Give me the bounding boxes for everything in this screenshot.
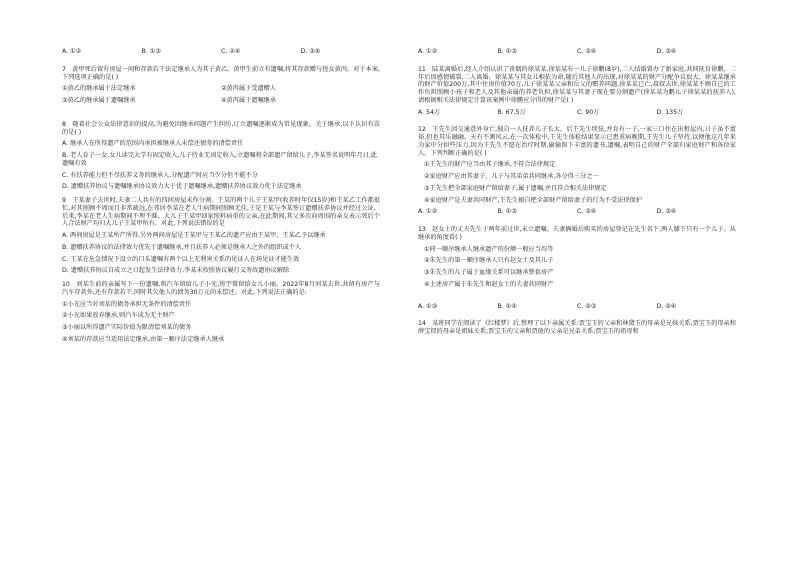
question-stem: 13 赵女士的丈夫先生于两年前过世,未立遗嘱。夫妻俩婚后购买的房屋登记在先生名下,两人膝下只有一个儿子。从继承的角度看( ) xyxy=(418,226,736,241)
statement: ③朱先生的儿子属于血缘关系可以继承整套房产 xyxy=(424,269,554,276)
statement: ④刘某的存款应当适用法定继承,由第一顺序法定继承人继承 xyxy=(62,335,225,343)
option-d: D. ②④ xyxy=(656,302,677,310)
option-d: D. ③④ xyxy=(656,208,677,216)
right-top-options xyxy=(418,48,736,56)
question-stem: 9 王某妻子去世时,夫妻二人共有的四间房屋未作分割。王某的两个儿子王某甲(收养时年仅15岁)和王某乙工作都很忙,对其照顾不周而且非常疏远,在邻居李某在老人生病期间照顾无佳,于是王某与李某签订遗赠扶养协议并经过公证。后来,李某在老人生病期间不理不睬。大儿子王某甲回家照料病重的父亲,在此期间,其父多次向周围的亲友表示死后个人合法财产均归大儿子王某甲所有。对此,下列说法错误的是 xyxy=(62,197,380,228)
option-b: B. ①③ xyxy=(497,208,517,216)
statement: ②黄丙属于受遗赠人 xyxy=(221,85,277,93)
option-b: B. ①④ xyxy=(497,302,517,310)
statement: ①小光应当对刘某的债务承担无条件的清偿责任 xyxy=(62,300,192,308)
statement: ④上述房产属于朱先生和赵女士的夫妻共同财产 xyxy=(424,280,554,288)
right-column xyxy=(418,48,736,342)
choice: A. 继承人在所得遗产的范围内承担被继承人未偿还债务的清偿责任 xyxy=(62,140,244,148)
question-stem: 10 刘某生前的亲属写下一份遗嘱,将汽车留给儿子小光,将宇置留给女儿小丽。2022年8月刘某去世,共留有房产与汽车存款外,还有存款若干,同时其欠他人的债务30万元尚未偿还。对此,下列说法正确的是: xyxy=(62,281,380,296)
question-13 xyxy=(418,226,736,310)
option-a: A. ①② xyxy=(418,48,438,55)
statement: ③王先生把全部家庭财产留给妻子,属于遗嘱,并且符合相关法律规定 xyxy=(424,184,607,192)
question-12 xyxy=(418,126,736,216)
option-a: A. ①② xyxy=(62,48,82,55)
option-b: B. ①③ xyxy=(141,48,161,55)
question-8 xyxy=(62,121,380,191)
choice: D. 遗赠扶养协议自成立之日起发生法律效力,李某未按照协议履行义务故遗协议解除 xyxy=(62,267,290,275)
statement: ②小光如果放弃继承,则汽车成为无主财产 xyxy=(62,312,175,320)
question-stem: 8 随着社会公众法律意识的提高,为避免因继承问题产生纠纷,订立遗嘱逐渐成为常见现象。关于继承,以下认识有误的是( ) xyxy=(62,120,380,136)
option-b: B. 67.5万 xyxy=(497,108,526,116)
left-top-options xyxy=(62,48,380,56)
left-column xyxy=(62,48,380,350)
statement: ④黄丙属于遗嘱继承 xyxy=(221,97,277,104)
question-stem: 14 某班同学在阅读了《红楼梦》后,整理了以下亲属关系:贾宝玉的父亲和林黛玉的母亲是兄妹关系,贾宝玉的母亲和薛宝钗的母亲是姐妹关系;贾宝玉的父亲和贾琏的父亲是兄弟关系;贾宝玉的祖母和 xyxy=(418,320,736,335)
option-d: D. ③④ xyxy=(300,48,321,55)
option-a: A. 54万 xyxy=(418,108,441,116)
statement: ②朱先生的第一顺序继承人只有赵女士及其儿子 xyxy=(424,257,554,265)
question-stem: 11 陆某离婚后,经人介绍认识了丧偶的徐某某,徐某某有一儿子徐鹏(8岁),二人结婚置办了新家庭,共同抚育徐鹏。二年后因感情破裂,二人离婚。徐某某与其女儿相依为命,随后其他人的出现,对徐某某的财产分配争议很大。徐某某继承的财产价值200万,其中住房价值70万,儿子徐某某父亲和岳父的赡养问题,徐某某已亡,叔叔去世,徐某某不顾自己的工作负担照顾小孩子和老人及其他亲属的养老负担,徐某某与其妻子现在要分割遗产(徐某某为鹏儿子徐某某的抚养人),请根据相关法律规定计算该案例中徐鹏应分得的财产是( ) xyxy=(418,65,736,104)
choice: A. 两间房屋是王某所产所得,另外两间房屋是王某甲与王某乙的遗产应由王某甲、王某乙予以继承 xyxy=(62,232,326,239)
question-7 xyxy=(62,66,380,105)
question-stem: 7 黄甲死后留有房屋一间和存款若干法定继承人为其子黄乙。黄甲生前立有遗嘱,将其存款赠与侄女黄丙。对于本案,下列选项正确的是( ) xyxy=(62,65,380,81)
question-10 xyxy=(62,281,380,344)
choice: C. 有扶养能力但不尽扶养义务的继承人,分配遗产时应当少分但不能不分 xyxy=(62,171,258,179)
statement: ④家庭财产是夫妻共同财产,王先生擅自把全部财产留给妻子的行为不受法律保护 xyxy=(424,196,642,204)
statement: ①同一顺序继承人继承遗产的份额一般应当均等 xyxy=(424,245,554,253)
statement: ①王先生的財产应当由其子继承,不符合法律规定 xyxy=(424,161,556,169)
option-b: B. ①③ xyxy=(497,48,517,55)
option-d: D. 135万 xyxy=(656,108,684,116)
option-c: C. ②③ xyxy=(577,302,597,310)
question-stem: 12 王先生因交通意外身亡,独自一人抚养儿子长大。后王先生续弦,并育有一子,一家三口住在出租屋内,日子虽不富裕,但也其乐融融。天有不测风云,在一次体检中,王先生体检结果显示已患重病晚期,王先生儿子坚持,以便他这几年来为家中分担些压力,因为王先生不愿在治疗时期,偷偷留下丰富的遗书,遗嘱,表明自己的财产全部归家庭财产和各位家人。下列判断正确的是( ) xyxy=(418,126,736,157)
statement: ②家庭财产应由其妻子、儿子与其弟弟共同继承,各分得三分之一 xyxy=(424,173,599,180)
question-11 xyxy=(418,66,736,117)
statement: ③黄乙的继承属于遗嘱继承 xyxy=(62,97,136,104)
statement: ③小丽以所得遗产实际价值为限清偿刘某的债务 xyxy=(62,324,192,331)
choice: B. 老人育子一女,女儿读完大学有固定收入,儿子待业无固定收入,立遗嘱将全部遗产留给儿子,李某签名说明年月日,此遗嘱有效 xyxy=(62,152,378,167)
choice: C. 王某在危急情况下设立的口头遗嘱有两个以上无利害关系的见证人在场见证才能生效 xyxy=(62,255,300,263)
option-c: C. ②④ xyxy=(221,48,241,55)
option-a: A. ①③ xyxy=(418,302,438,310)
option-c: C. 90万 xyxy=(577,108,600,116)
question-14 xyxy=(418,320,736,336)
option-c: C. ②④ xyxy=(577,208,597,216)
option-a: A. ①② xyxy=(418,208,438,216)
question-9 xyxy=(62,197,380,275)
option-c: C. ②④ xyxy=(577,48,597,55)
choice: D. 遗赠扶养协议与遗嘱继承协议效力大于优于遗嘱继承,遗赠扶养协议效力优于法定继承 xyxy=(62,183,302,191)
statement: ①黄乙的继承属于法定继承 xyxy=(62,85,136,93)
option-d: D. ③④ xyxy=(656,48,677,55)
choice: B. 遗赠扶养协议的法律效力优先于遗嘱继承,并且扶养人必须是继承人之外的组织或个人 xyxy=(62,243,302,251)
